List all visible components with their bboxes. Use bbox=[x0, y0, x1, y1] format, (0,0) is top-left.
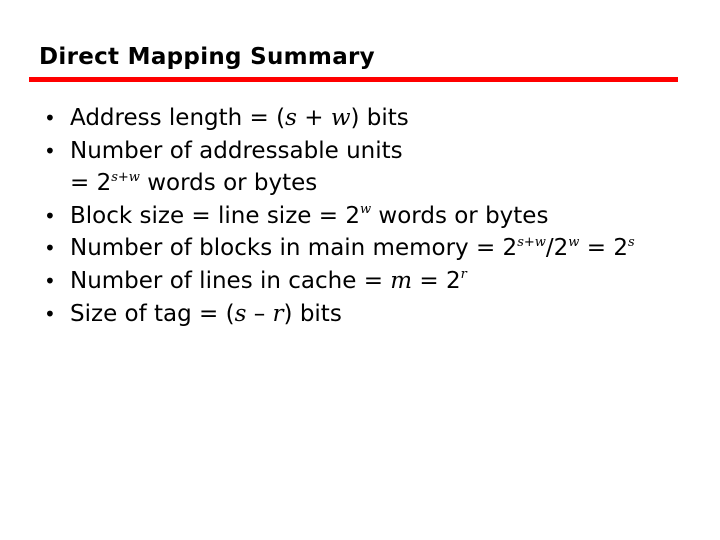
bullet-text: Number of addressable units bbox=[70, 137, 403, 164]
text-run: + bbox=[523, 234, 535, 250]
math-var-r: r bbox=[460, 267, 467, 283]
exponent bbox=[360, 202, 371, 217]
bullet-addressable-units bbox=[44, 135, 635, 200]
math-var-s: s bbox=[111, 169, 118, 185]
title-underline-bar bbox=[29, 77, 678, 82]
bullet-text bbox=[70, 265, 635, 298]
exponent bbox=[568, 235, 579, 250]
bullet-text bbox=[70, 200, 635, 233]
math-var-m: m bbox=[390, 267, 413, 294]
text-run: ) bits bbox=[350, 105, 409, 131]
math-var-s: s bbox=[627, 234, 635, 250]
text-run: Size of tag = ( bbox=[70, 300, 235, 327]
text-run: Block size = line size = 2 bbox=[70, 202, 360, 229]
bullet-dot: • bbox=[44, 106, 56, 130]
text-run: words or bytes bbox=[371, 202, 549, 229]
bullet-dot: • bbox=[44, 268, 56, 293]
bullet-text bbox=[70, 102, 635, 135]
bullet-text-continuation bbox=[70, 167, 635, 200]
bullet-block-size bbox=[44, 200, 635, 233]
text-run: + bbox=[296, 105, 331, 131]
exponent bbox=[111, 170, 140, 185]
text-run: /2 bbox=[545, 235, 569, 262]
text-run: – bbox=[246, 300, 273, 327]
slide-title: Direct Mapping Summary bbox=[39, 44, 375, 70]
math-var-r: r bbox=[272, 300, 284, 327]
bullet-number-of-blocks bbox=[44, 232, 635, 265]
text-run: = 2 bbox=[579, 235, 628, 262]
exponent bbox=[628, 235, 635, 250]
text-run: words or bytes bbox=[139, 170, 318, 197]
bullet-text bbox=[70, 232, 635, 265]
text-run: Address length = ( bbox=[70, 105, 286, 131]
exponent bbox=[517, 235, 546, 250]
bullet-lines-in-cache bbox=[44, 265, 635, 298]
math-var-w: w bbox=[568, 234, 580, 250]
bullet-tag-size bbox=[44, 298, 635, 331]
text-run: Number of blocks in main memory = 2 bbox=[70, 235, 518, 262]
title-underline bbox=[29, 77, 678, 82]
bullet-text bbox=[70, 298, 635, 331]
bullet-dot: • bbox=[44, 203, 56, 228]
math-var-s: s bbox=[234, 300, 247, 327]
math-var-s: s bbox=[285, 105, 297, 131]
bullet-dot: • bbox=[44, 301, 56, 326]
text-run: = 2 bbox=[412, 267, 461, 294]
bullet-dot: • bbox=[44, 138, 56, 163]
math-var-w: w bbox=[359, 202, 372, 218]
math-var-w: w bbox=[330, 105, 351, 131]
exponent bbox=[461, 267, 467, 282]
math-var-w: w bbox=[128, 169, 140, 185]
text-run: = 2 bbox=[70, 170, 112, 197]
bullet-dot: • bbox=[44, 236, 56, 261]
text-run: ) bits bbox=[283, 300, 342, 327]
math-var-s: s bbox=[517, 234, 524, 250]
bullet-list bbox=[44, 102, 635, 330]
bullet-address-length bbox=[44, 102, 635, 135]
text-run: Number of lines in cache = bbox=[70, 267, 391, 294]
text-run: + bbox=[117, 169, 129, 185]
math-var-w: w bbox=[534, 234, 546, 250]
